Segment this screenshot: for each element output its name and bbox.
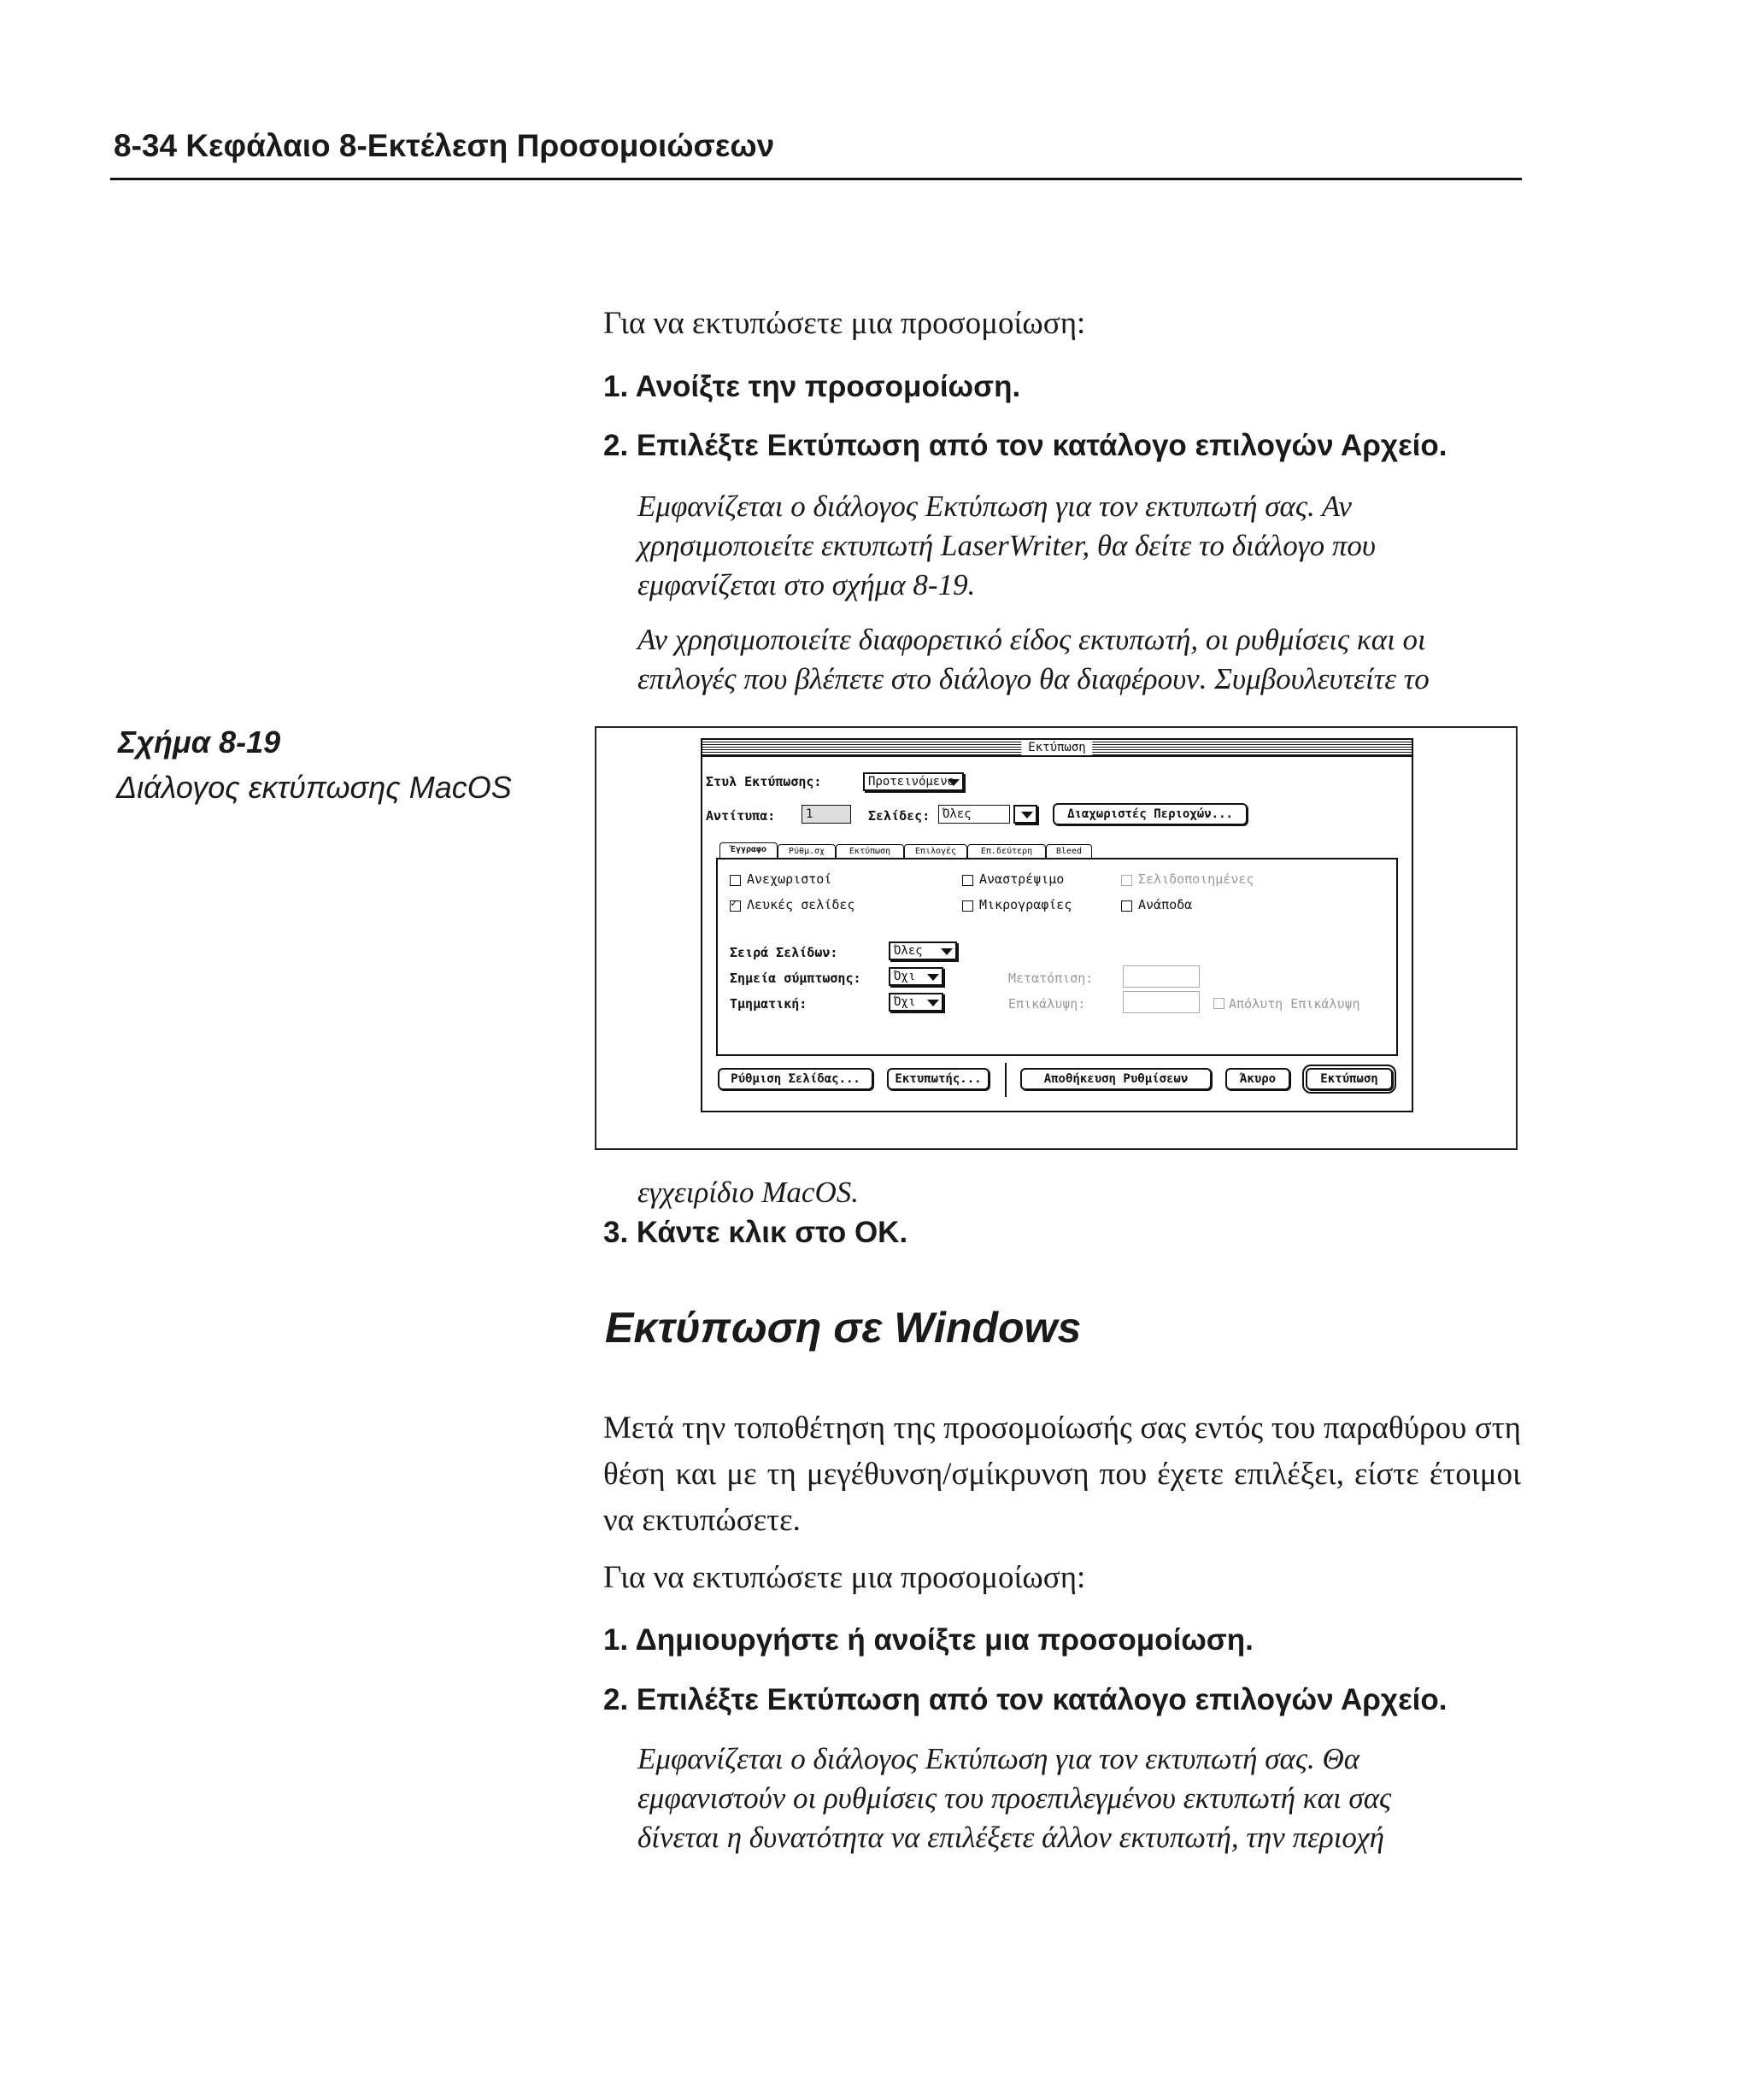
intro-text: Για να εκτυπώσετε μια προσομοίωση: — [603, 306, 1086, 341]
registration-popup[interactable] — [889, 967, 943, 986]
tab-options[interactable]: Επιλογές — [904, 844, 967, 859]
note-windows-line: εμφανιστούν οι ρυθμίσεις του προεπιλεγμένου εκτυπωτή και σας — [637, 1781, 1392, 1815]
offset-field — [1123, 965, 1200, 988]
print-style-popup[interactable] — [863, 772, 964, 791]
page-header: 8-34 Κεφάλαιο 8-Εκτέλεση Προσομοιώσεων — [114, 128, 775, 163]
tab-setup[interactable]: Ρύθμ.σχ — [778, 844, 836, 859]
page-order-label: Σειρά Σελίδων: — [730, 945, 838, 960]
figure-caption-subtitle: Διάλογος εκτύπωσης MacOS — [116, 770, 512, 805]
pages-popup[interactable] — [1013, 805, 1037, 824]
dialog-title-bar[interactable] — [702, 740, 1412, 757]
absolute-overlap-label: Απόλυτη Επικάλυψη — [1229, 996, 1360, 1012]
tab-bleed[interactable]: Bleed — [1046, 844, 1092, 859]
pages-field[interactable]: Όλες — [938, 805, 1010, 824]
registration-value: Όχι — [894, 970, 916, 983]
note-2 — [637, 620, 1430, 699]
collate-checkbox — [1121, 875, 1132, 886]
dialog-title: Εκτύπωση — [1021, 740, 1092, 755]
step-3: 3. Κάντε κλικ στο OK. — [603, 1216, 908, 1249]
copies-field[interactable]: 1 — [802, 805, 851, 824]
overlap-label: Επικάλυψη: — [1008, 996, 1086, 1012]
print-button[interactable]: Εκτύπωση — [1306, 1068, 1393, 1090]
chevron-down-icon — [927, 1000, 939, 1006]
print-style-value: Προτεινόμενο — [868, 775, 955, 789]
cancel-button[interactable]: Άκυρο — [1225, 1068, 1290, 1090]
section-heading: Εκτύπωση σε Windows — [605, 1304, 1082, 1352]
printer-button[interactable]: Εκτυπωτής... — [887, 1068, 990, 1090]
figure-caption-title: Σχήμα 8-19 — [118, 724, 281, 760]
note-2-line: επιλογές που βλέπετε στο διάλογο θα διαφέρουν. Συμβουλευτείτε το — [637, 662, 1430, 695]
save-settings-button[interactable]: Αποθήκευση Ρυθμίσεων — [1020, 1068, 1212, 1090]
print-dialog — [701, 738, 1413, 1112]
note-windows — [637, 1739, 1391, 1857]
tab-document[interactable]: Έγγραφο — [719, 842, 778, 859]
absolute-overlap-checkbox — [1213, 998, 1224, 1009]
copies-label: Αντίτυπα: — [706, 808, 776, 824]
collate-label: Σελιδοποιημένες — [1138, 871, 1254, 887]
note-2-line: Αν χρησιμοποιείτε διαφορετικό είδος εκτυπωτή, οι ρυθμίσεις και οι — [637, 623, 1426, 656]
reverse-label: Ανάποδα — [1138, 897, 1193, 912]
page-setup-button[interactable]: Ρύθμιση Σελίδας... — [718, 1068, 873, 1090]
reverse-checkbox[interactable] — [1121, 900, 1132, 912]
tab-second[interactable]: Επ.δεύτερη — [967, 844, 1046, 859]
tiling-label: Τμηματική: — [730, 996, 807, 1012]
note-1-line: χρησιμοποιείτε εκτυπωτή LaserWriter, θα δείτε το διάλογο που — [637, 529, 1376, 562]
flip-checkbox[interactable] — [962, 875, 973, 886]
offset-label: Μετατόπιση: — [1008, 971, 1094, 986]
separations-label: Ανεχωριστοί — [747, 871, 832, 887]
blank-pages-checkbox[interactable] — [730, 900, 741, 912]
registration-label: Σημεία σύμπτωσης: — [730, 971, 861, 986]
pages-label: Σελίδες: — [868, 808, 931, 824]
tab-pane — [716, 858, 1398, 1056]
button-separator — [1005, 1063, 1007, 1097]
print-style-label: Στυλ Εκτύπωσης: — [706, 774, 822, 789]
chevron-down-icon — [948, 779, 960, 786]
tab-print[interactable]: Εκτύπωση — [836, 844, 904, 859]
note-1-line: εμφανίζεται στο σχήμα 8-19. — [637, 568, 976, 601]
page-order-popup[interactable] — [889, 941, 957, 960]
step-2-windows: 2. Επιλέξτε Εκτύπωση από τον κατάλογο επιλογών Αρχείο. — [603, 1683, 1448, 1716]
step-2: 2. Επιλέξτε Εκτύπωση από τον κατάλογο επιλογών Αρχείο. — [603, 429, 1448, 462]
thumbnails-checkbox[interactable] — [962, 900, 973, 912]
section-paragraph: Μετά την τοποθέτηση της προσομοίωσής σας εντός του παραθύρου στη θέση και με τη μεγέθυνση/σμίκρυνση που έχετε επιλέξει, είστε έτοιμοι να εκτυπώσετε. — [603, 1411, 1521, 1538]
note-windows-line: Εμφανίζεται ο διάλογος Εκτύπωση για τον εκτυπωτή σας. Θα — [637, 1742, 1360, 1775]
header-rule — [110, 178, 1522, 180]
note-windows-line: δίνεται η δυνατότητα να επιλέξετε άλλον εκτυπωτή, την περιοχή — [637, 1821, 1384, 1854]
note-1-line: Εμφανίζεται ο διάλογος Εκτύπωση για τον εκτυπωτή σας. Αν — [637, 490, 1352, 523]
chevron-down-icon — [941, 948, 953, 955]
page-order-value: Όλες — [894, 944, 923, 958]
thumbnails-label: Μικρογραφίες — [979, 897, 1072, 912]
overlap-field — [1123, 991, 1200, 1013]
chevron-down-icon — [927, 974, 939, 981]
chevron-down-icon — [1021, 812, 1033, 818]
step-1-windows: 1. Δημιουργήστε ή ανοίξτε μια προσομοίωση. — [603, 1623, 1254, 1657]
tiling-value: Όχι — [894, 995, 916, 1009]
separations-checkbox[interactable] — [730, 875, 741, 886]
flip-label: Αναστρέψιμο — [979, 871, 1065, 887]
note-2-continued: εγχειρίδιο MacOS. — [637, 1176, 859, 1209]
blank-pages-label: Λευκές σελίδες — [747, 897, 855, 912]
range-separators-button[interactable]: Διαχωριστές Περιοχών... — [1053, 803, 1248, 825]
step-1: 1. Ανοίξτε την προσομοίωση. — [603, 370, 1021, 403]
intro-text-2: Για να εκτυπώσετε μια προσομοίωση: — [603, 1560, 1086, 1595]
note-1 — [637, 487, 1376, 605]
tiling-popup[interactable] — [889, 993, 943, 1012]
